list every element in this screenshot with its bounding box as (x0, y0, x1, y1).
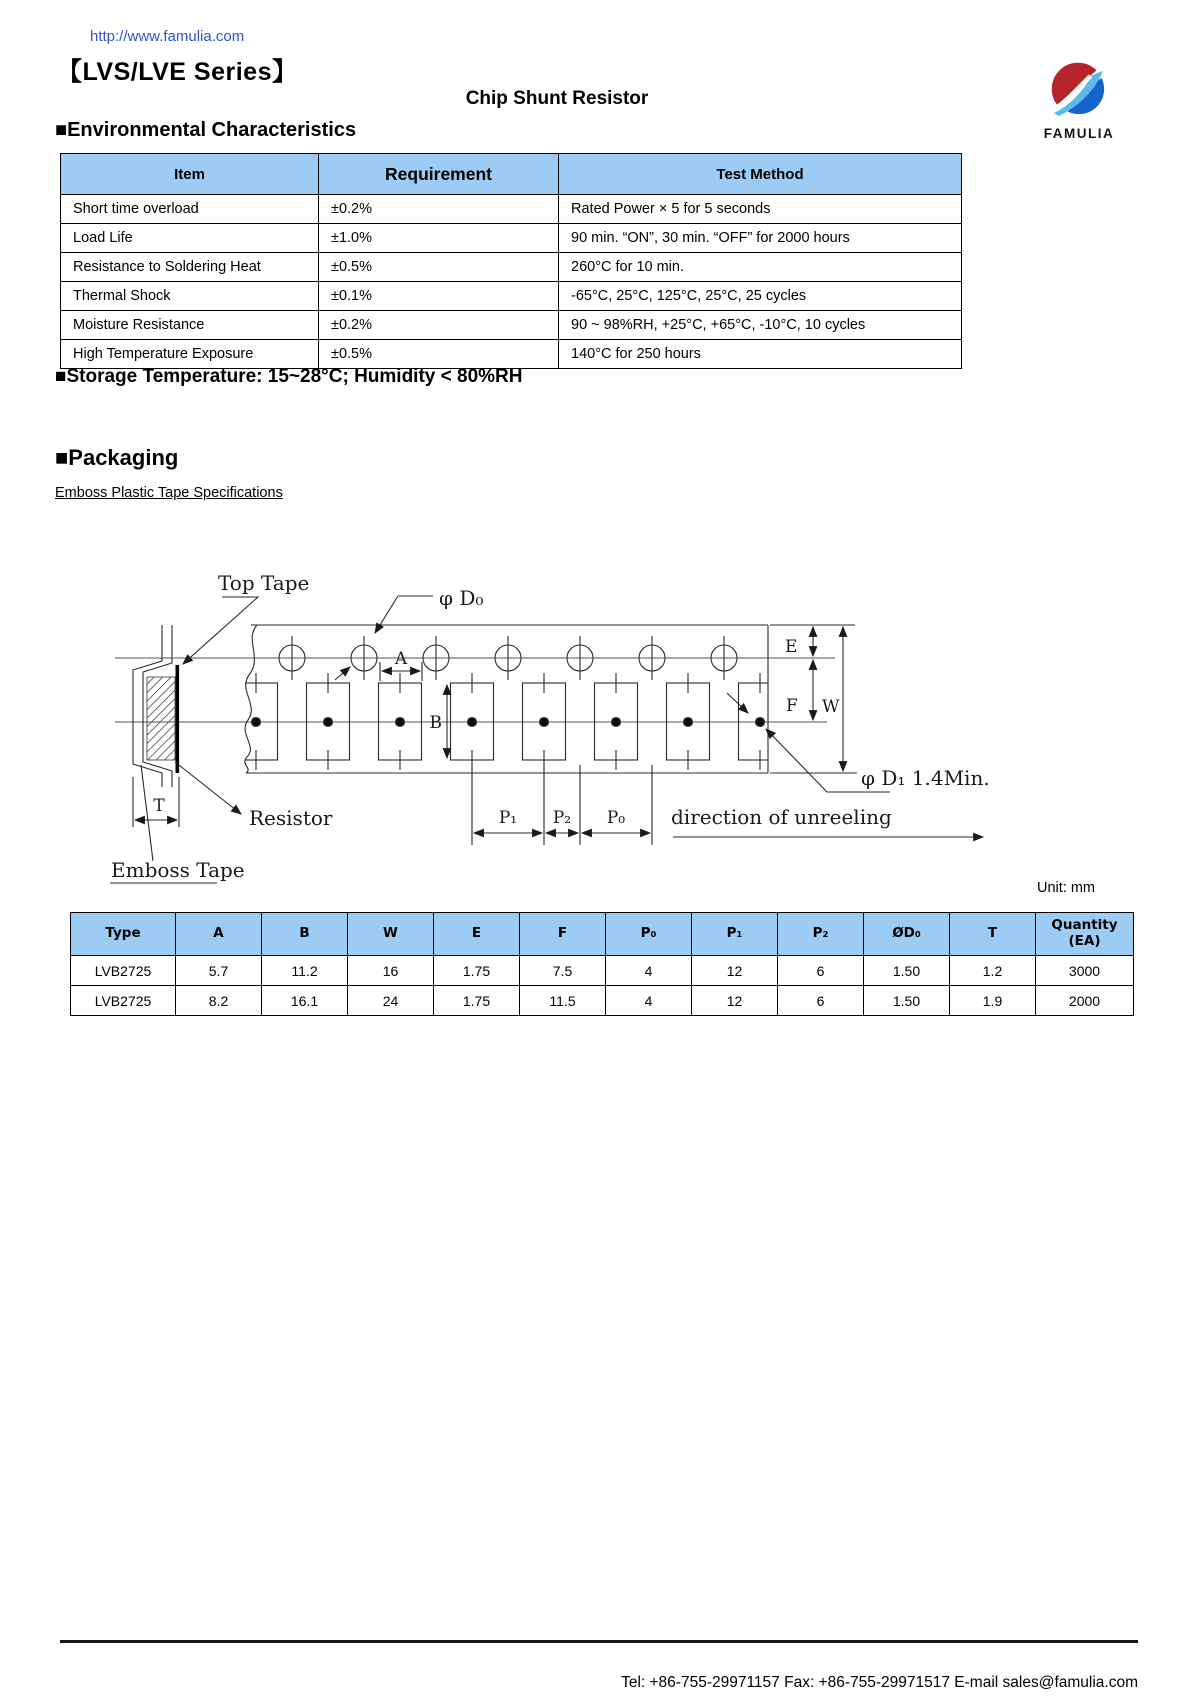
label-d1: φ D₁ 1.4Min. (861, 766, 990, 790)
test-method-cell: -65°C, 25°C, 125°C, 25°C, 25 cycles (559, 282, 962, 311)
label-dim-p1: P₁ (498, 808, 518, 828)
column-header-d0: ØD₀ (864, 913, 950, 956)
tape-outline (245, 625, 768, 773)
type-cell: LVB2725 (71, 956, 176, 986)
item-cell: High Temperature Exposure (61, 340, 319, 369)
table-row (61, 311, 962, 340)
value-cell: 6 (778, 986, 864, 1016)
test-method-cell: Rated Power × 5 for 5 seconds (559, 195, 962, 224)
item-cell: Load Life (61, 224, 319, 253)
value-cell: 8.2 (176, 986, 262, 1016)
environmental-characteristics-table (60, 153, 962, 369)
table-row (61, 253, 962, 282)
label-dim-e: E (785, 637, 798, 657)
column-header-b: B (262, 913, 348, 956)
brand-name: FAMULIA (1043, 126, 1115, 141)
item-cell: Moisture Resistance (61, 311, 319, 340)
column-header-e: E (434, 913, 520, 956)
table-row (61, 224, 962, 253)
label-dim-w: W (822, 697, 840, 717)
label-emboss-tape: Emboss Tape (111, 858, 245, 882)
label-dim-p0: P₀ (606, 808, 626, 828)
table-row (61, 340, 962, 369)
resistor-hatch (147, 677, 175, 760)
quantity-cell: 3000 (1036, 956, 1134, 986)
emboss-tape-diagram (95, 515, 1015, 890)
column-header-w: W (348, 913, 434, 956)
value-cell: 1.75 (434, 956, 520, 986)
requirement-cell: ±0.1% (319, 282, 559, 311)
footer-contact-info: Tel: +86-755-29971157 Fax: +86-755-29971517 E-mail sales@famulia.com (621, 1674, 1138, 1691)
page-title: Chip Shunt Resistor (465, 88, 649, 109)
storage-temperature-note: ■Storage Temperature: 15~28°C; Humidity < 80%RH (55, 366, 523, 387)
label-resistor: Resistor (249, 806, 333, 830)
value-cell: 1.75 (434, 986, 520, 1016)
requirement-cell: ±0.5% (319, 340, 559, 369)
requirement-cell: ±1.0% (319, 224, 559, 253)
value-cell: 6 (778, 956, 864, 986)
value-cell: 11.5 (520, 986, 606, 1016)
tape-specifications-subheading: Emboss Plastic Tape Specifications (55, 485, 283, 501)
table-row (71, 986, 1134, 1016)
item-cell: Short time overload (61, 195, 319, 224)
label-dim-b: B (429, 713, 442, 733)
quantity-cell: 2000 (1036, 986, 1134, 1016)
column-header-a: A (176, 913, 262, 956)
value-cell: 4 (606, 986, 692, 1016)
value-cell: 4 (606, 956, 692, 986)
value-cell: 7.5 (520, 956, 606, 986)
column-header-f: F (520, 913, 606, 956)
test-method-cell: 90 min. “ON”, 30 min. “OFF” for 2000 hours (559, 224, 962, 253)
column-header-p1: P₁ (692, 913, 778, 956)
value-cell: 12 (692, 956, 778, 986)
value-cell: 12 (692, 986, 778, 1016)
tape-centerlines (115, 658, 835, 722)
value-cell: 1.9 (950, 986, 1036, 1016)
column-header-p0: P₀ (606, 913, 692, 956)
test-method-cell: 140°C for 250 hours (559, 340, 962, 369)
column-header-p2: P₂ (778, 913, 864, 956)
value-cell: 1.50 (864, 986, 950, 1016)
column-header-type: Type (71, 913, 176, 956)
website-link[interactable]: http://www.famulia.com (90, 28, 245, 45)
test-method-cell: 260°C for 10 min. (559, 253, 962, 282)
value-cell: 16.1 (262, 986, 348, 1016)
label-dim-t: T (153, 796, 165, 816)
label-top-tape: Top Tape (218, 571, 310, 595)
component-pockets (235, 673, 782, 770)
label-dim-a: A (394, 649, 408, 669)
label-direction-of-unreeling: direction of unreeling (671, 805, 892, 829)
section-heading-packaging: ■Packaging (55, 445, 179, 470)
column-header-item: Item (61, 154, 319, 195)
table-row (61, 282, 962, 311)
value-cell: 16 (348, 956, 434, 986)
section-heading-environmental: ■Environmental Characteristics (55, 119, 357, 141)
column-header-test-method: Test Method (559, 154, 962, 195)
label-dim-p2: P₂ (552, 808, 572, 828)
unit-note: Unit: mm (1037, 880, 1095, 896)
top-tape-section-line (176, 665, 180, 773)
type-cell: LVB2725 (71, 986, 176, 1016)
value-cell: 1.2 (950, 956, 1036, 986)
footer-divider (60, 1640, 1138, 1643)
value-cell: 5.7 (176, 956, 262, 986)
table-header-row (61, 154, 962, 195)
item-cell: Thermal Shock (61, 282, 319, 311)
column-header-t: T (950, 913, 1036, 956)
label-d0: φ D₀ (439, 586, 484, 610)
tape-dimensions-table (70, 912, 1134, 1016)
requirement-cell: ±0.2% (319, 195, 559, 224)
value-cell: 24 (348, 986, 434, 1016)
value-cell: 11.2 (262, 956, 348, 986)
callout-leaders (110, 596, 890, 883)
label-dim-f: F (786, 696, 798, 716)
table-header-row (71, 913, 1134, 956)
requirement-cell: ±0.2% (319, 311, 559, 340)
tape-break-wave (245, 625, 257, 773)
tape-cross-section (133, 625, 179, 787)
table-row (61, 195, 962, 224)
item-cell: Resistance to Soldering Heat (61, 253, 319, 282)
requirement-cell: ±0.5% (319, 253, 559, 282)
series-title: 【LVS/LVE Series】 (57, 58, 298, 86)
table-row (71, 956, 1134, 986)
test-method-cell: 90 ~ 98%RH, +25°C, +65°C, -10°C, 10 cycles (559, 311, 962, 340)
column-header-quantity: Quantity (EA) (1036, 913, 1134, 956)
value-cell: 1.50 (864, 956, 950, 986)
column-header-requirement: Requirement (319, 154, 559, 195)
